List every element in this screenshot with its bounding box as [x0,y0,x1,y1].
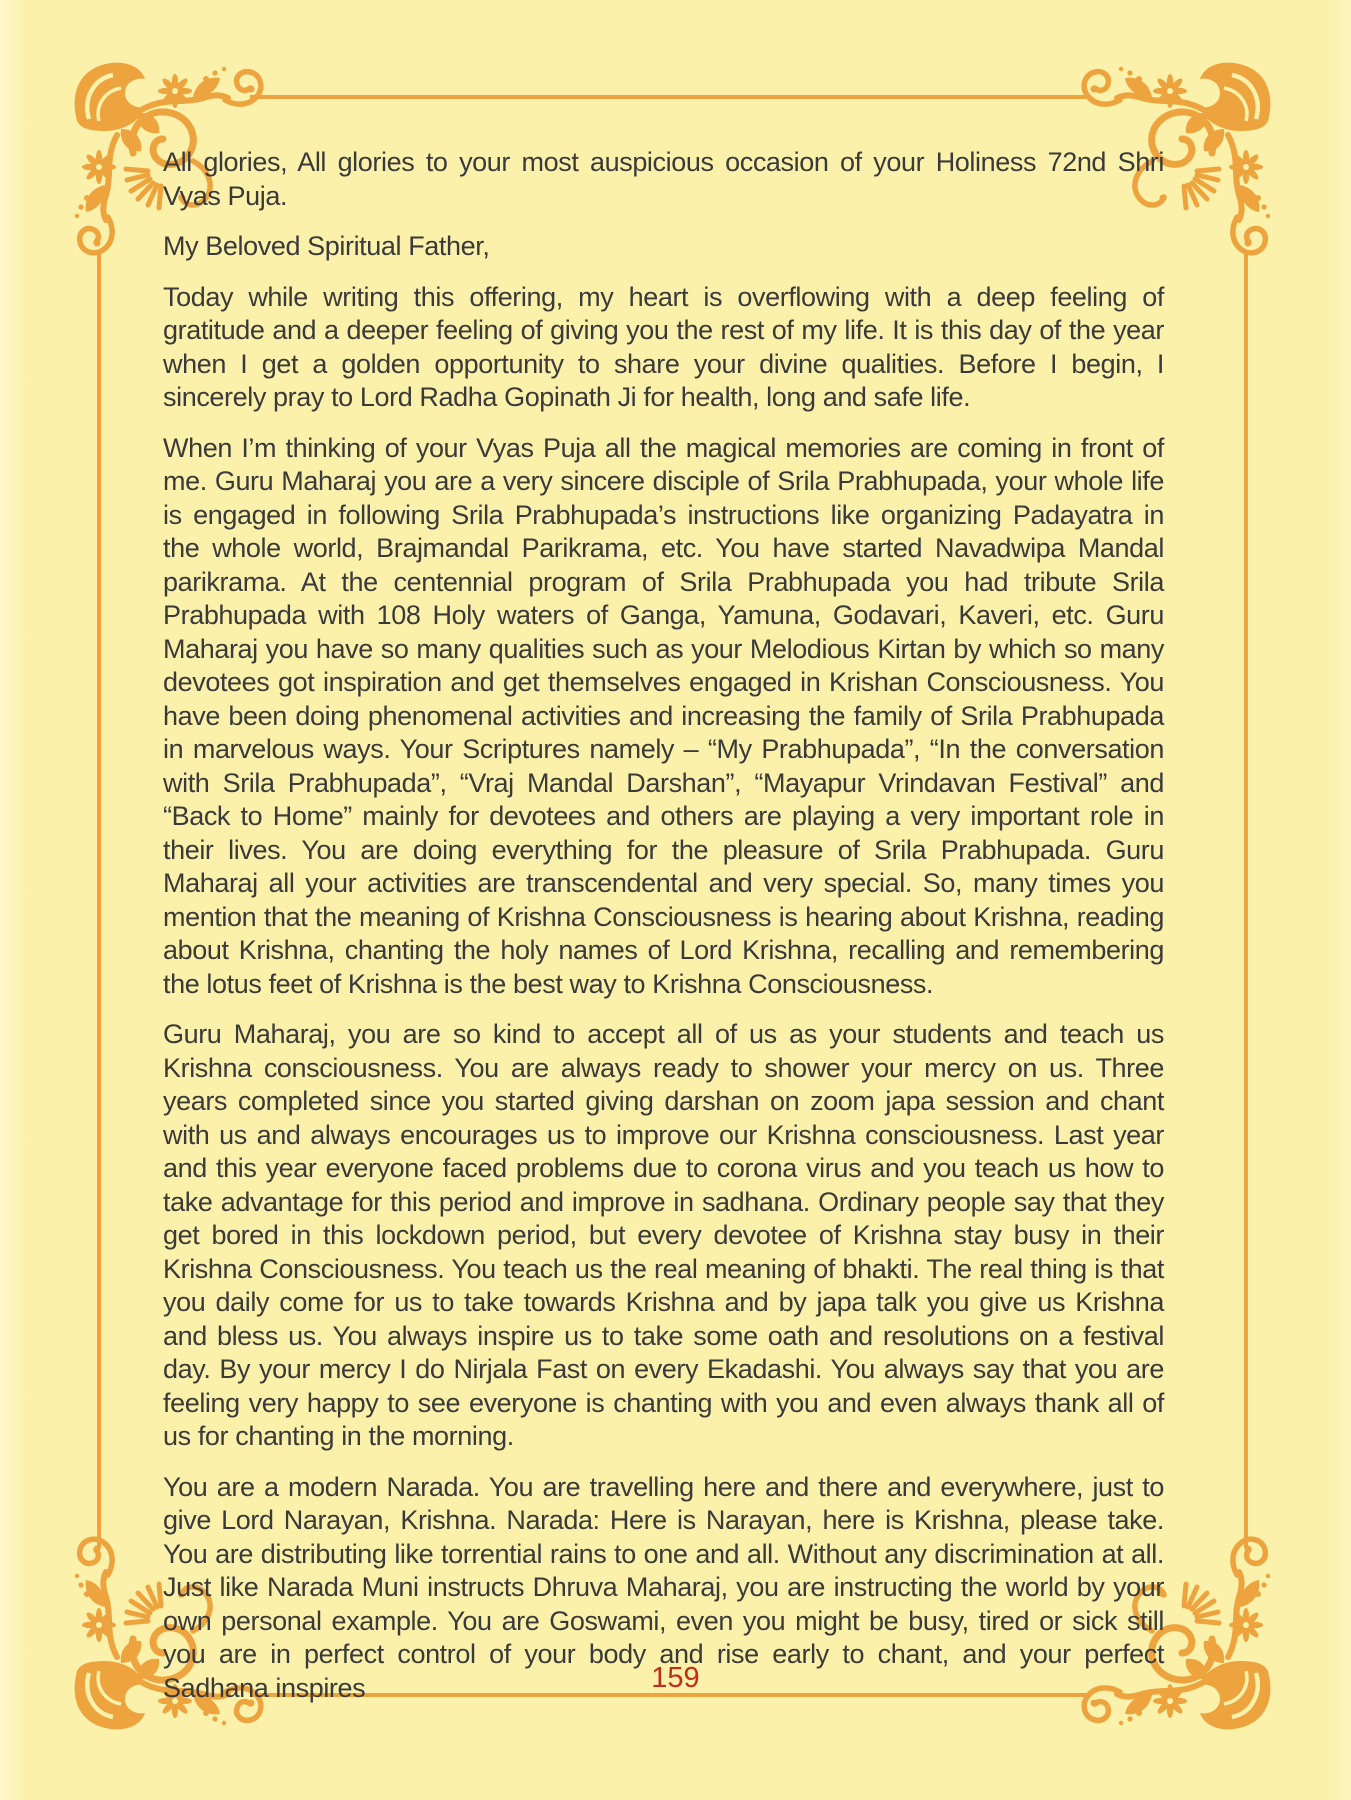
paragraph-glories: All glories, All glories to your most auspicious occasion of your Holiness 72nd Shri Vyas Puja. [163,147,1164,211]
paragraph-students: Guru Maharaj, you are so kind to accept all of us as your students and teach us Krishna consciousness. You are always ready to shower your mercy on us. Three years completed since you started giving darshan on zoom japa session and chant with us and always encourages us to improve our Krishna consciousness. Last year and this year everyone faced problems due to corona virus and you teach us how to take advantage for this period and improve in sadhana. Ordinary people say that they get bored in this lockdown period, but every devotee of Krishna stay busy in their Krishna Consciousness. You teach us the real meaning of bhakti. The real thing is that you daily come for us to take towards Krishna and by japa talk you give us Krishna and bless us. You always inspire us to take some oath and resolutions on a festival day. By your mercy I do Nirjala Fast on every Ekadashi. You always say that you are feeling very happy to see everyone is chanting with you and even always thank all of us for chanting in the morning. [163,1019,1164,1451]
border-line-right [1244,252,1248,1548]
letter-body [163,146,1164,1722]
paragraph-gratitude: Today while writing this offering, my heart is overflowing with a deep feeling of gratitude and a deeper feeling of giving you the rest of my life. It is this day of the year when I get a golden opportunity to share your divine qualities. Before I begin, I sincerely pray to Lord Radha Gopinath Ji for health, long and safe life. [163,281,1164,412]
page-number: 159 [651,1662,700,1694]
border-line-top [250,95,1090,99]
paragraph-narada: You are a modern Narada. You are travelling here and there and everywhere, just to give Lord Narayan, Krishna. Narada: Here is Narayan, here is Krishna, please take. You are distributing like torrential rains to one and all. Without any discrimination at all. Just like Narada Muni instructs Dhruva Maharaj, you are instructing the world by your own personal example. You are Goswami, even you might be busy, tired or sick still you are in perfect control of your body and rise early to chant, and your perfect Sadhana inspires [163,1471,1164,1703]
paragraph-salutation: My Beloved Spiritual Father, [163,231,490,261]
paragraph-memories: When I’m thinking of your Vyas Puja all the magical memories are coming in front of me. Guru Maharaj you are a very sincere disciple of Srila Prabhupada, your whole life is engaged in following Srila Prabhupada’s instructions like organizing Padayatra in the whole world, Brajmandal Parikrama, etc. You have started Navadwipa Mandal parikrama. At the centennial program of Srila Prabhupada you had tribute Srila Prabhupada with 108 Holy waters of Ganga, Yamuna, Godavari, Kaveri, etc. Guru Maharaj you have so many qualities such as your Melodious Kirtan by which so many devotees got inspiration and get themselves engaged in Krishan Consciousness. You have been doing phenomenal activities and increasing the family of Srila Prabhupada in marvelous ways. Your Scriptures namely – “My Prabhupada”, “In the conversation with Srila Prabhupada”, “Vraj Mandal Darshan”, “Mayapur Vrindavan Festival” and “Back to Home” mainly for devotees and others are playing a very important role in their lives. You are doing everything for the pleasure of Srila Prabhupada. Guru Maharaj all your activities are transcendental and very special. So, many times you mention that the meaning of Krishna Consciousness is hearing about Krishna, reading about Krishna, chanting the holy names of Lord Krishna, recalling and remembering the lotus feet of Krishna is the best way to Krishna Consciousness. [163,432,1164,999]
border-line-left [97,252,101,1548]
